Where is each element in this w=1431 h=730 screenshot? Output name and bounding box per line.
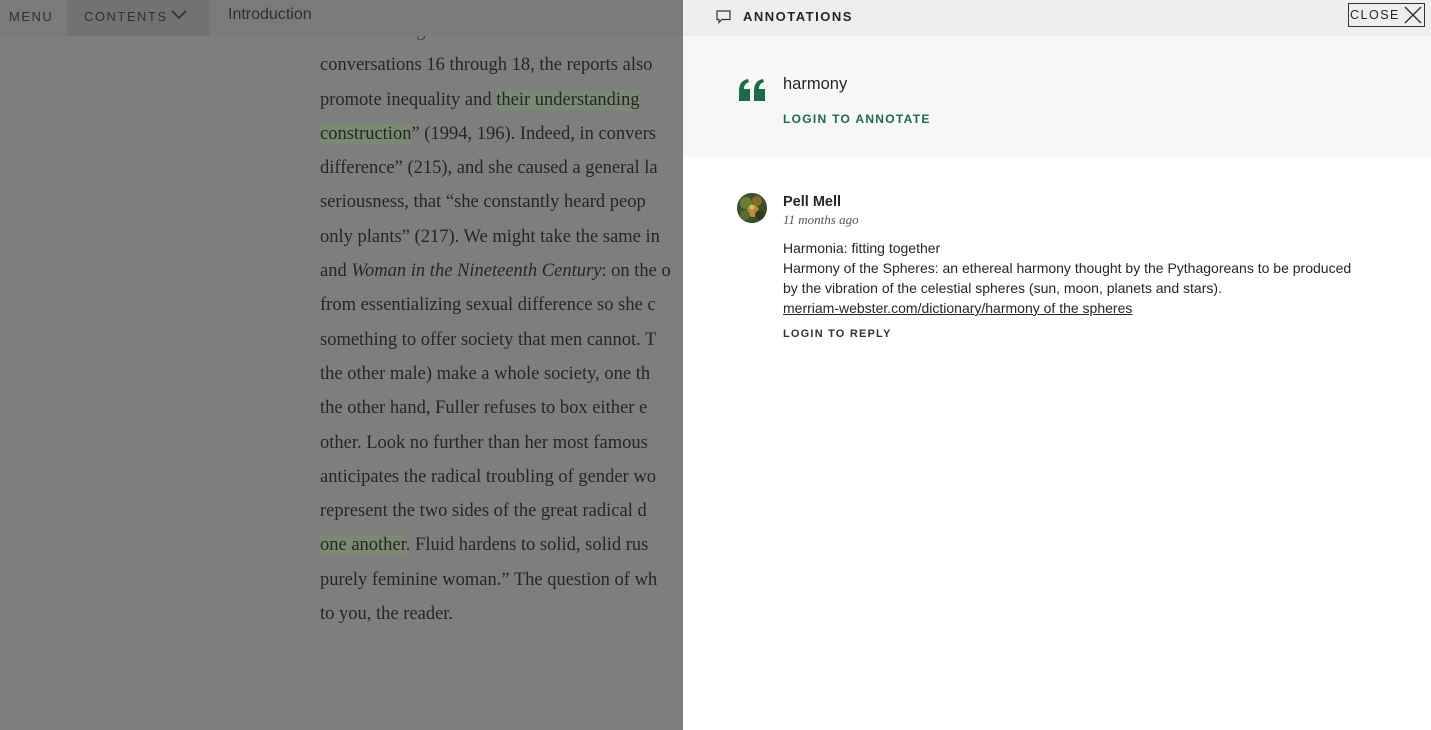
highlighted-quote: harmony (783, 75, 848, 93)
annotations-drawer (683, 0, 1431, 730)
drawer-header (683, 0, 1431, 36)
highlighted-text[interactable]: construction (320, 123, 412, 144)
text-line (320, 528, 683, 562)
text-line (320, 563, 683, 597)
text-segment: only plants” (217). We might take the same in (320, 226, 660, 247)
section-title: Introduction (228, 6, 312, 23)
annotation-author[interactable]: Pell Mell (783, 194, 842, 210)
login-to-annotate-link[interactable]: LOGIN TO ANNOTATE (783, 112, 931, 126)
text-line (320, 185, 683, 219)
menu-button[interactable]: MENU (9, 9, 54, 24)
text-segment: seriousness, that “she constantly heard peop (320, 192, 646, 213)
text-line (320, 83, 683, 117)
text-line (320, 323, 683, 357)
text-line (320, 220, 683, 254)
text-segment: difference” (215), and she caused a general la (320, 158, 658, 179)
text-line (320, 117, 683, 151)
text-line (320, 460, 683, 494)
text-line (320, 357, 683, 391)
text-segment: purely feminine woman.” The question of wh (320, 569, 658, 590)
text-segment: represent the two sides of the great radical d (320, 501, 647, 522)
highlighted-text[interactable]: one another (320, 535, 406, 556)
drawer-title: ANNOTATIONS (743, 9, 853, 24)
annotation-line: Harmony of the Spheres: an ethereal harmony thought by the Pythagoreans to be produced (783, 260, 1352, 276)
text-line (320, 151, 683, 185)
text-segment: anticipates the radical troubling of gender wo (320, 466, 656, 487)
text-line (320, 391, 683, 425)
reader-topbar (0, 0, 683, 36)
text-segment: ” (1994, 196). Indeed, in convers (411, 123, 656, 144)
text-segment: : on the o (601, 261, 671, 282)
text-segment: promote inequality and (320, 89, 497, 110)
text-segment: the other hand, Fuller refuses to box either e (320, 398, 648, 419)
text-segment: and (320, 261, 352, 282)
text-line (320, 288, 683, 322)
text-segment: other. Look no further than her most famous (320, 432, 648, 453)
close-label: CLOSE (1350, 8, 1400, 22)
reader-pane (0, 0, 683, 730)
text-segment: . Fluid hardens to solid, solid rus (405, 535, 649, 556)
annotation-body (783, 238, 1403, 318)
close-icon (1404, 6, 1422, 24)
close-button[interactable] (1348, 3, 1425, 27)
speech-bubble-icon (716, 10, 731, 24)
text-line (320, 494, 683, 528)
text-segment: Woman in the Nineteenth Century (351, 261, 602, 282)
text-segment: to you, the reader. (320, 604, 454, 625)
text-line (320, 254, 683, 288)
reading-text (320, 14, 683, 631)
annotation-line: by the vibration of the celestial spheres (sun, moon, planets and stars). (783, 280, 1222, 296)
annotation-line: Harmonia: fitting together (783, 240, 941, 256)
text-segment: from essentializing sexual difference so she c (320, 295, 656, 316)
login-to-reply-link[interactable]: LOGIN TO REPLY (783, 328, 892, 340)
text-segment: something to offer society that men cannot. T (320, 329, 657, 350)
highlight-quote-block (683, 36, 1431, 157)
quote-icon (739, 79, 765, 101)
annotation-timestamp: 11 months ago (783, 212, 859, 227)
chevron-down-icon (171, 10, 187, 20)
text-segment: conversations 16 through 18, the reports also (320, 55, 653, 76)
highlighted-text[interactable]: their understanding (496, 89, 640, 110)
avatar (737, 193, 767, 223)
contents-label: CONTENTS (84, 9, 168, 24)
text-line (320, 48, 683, 82)
annotation-item (683, 157, 1431, 357)
text-segment: the other male) make a whole society, one th (320, 363, 651, 384)
contents-button[interactable] (67, 0, 210, 36)
text-line (320, 597, 683, 631)
text-line (320, 426, 683, 460)
annotation-link[interactable]: merriam-webster.com/dictionary/harmony of the spheres (783, 300, 1133, 316)
